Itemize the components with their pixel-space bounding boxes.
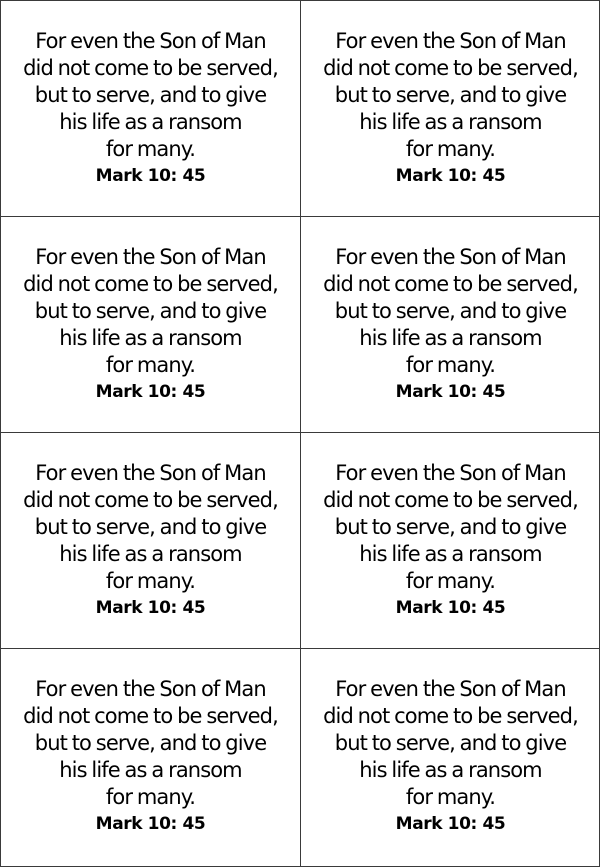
verse-card bbox=[301, 217, 600, 433]
verse-text: For even the Son of Man did not come to be served, but to serve, and to give his life as a ransom for many. bbox=[23, 29, 278, 161]
verse-card bbox=[1, 433, 301, 649]
verse-text: For even the Son of Man did not come to be served, but to serve, and to give his life as a ransom for many. bbox=[323, 29, 578, 161]
verse-card bbox=[1, 217, 301, 433]
verse-reference: Mark 10: 45 bbox=[95, 814, 206, 834]
verse-reference: Mark 10: 45 bbox=[95, 382, 206, 402]
verse-card bbox=[301, 433, 600, 649]
verse-text: For even the Son of Man did not come to be served, but to serve, and to give his life as a ransom for many. bbox=[23, 461, 278, 593]
verse-card bbox=[1, 1, 301, 217]
verse-reference: Mark 10: 45 bbox=[95, 166, 206, 186]
verse-card bbox=[1, 649, 301, 866]
verse-text: For even the Son of Man did not come to be served, but to serve, and to give his life as a ransom for many. bbox=[323, 245, 578, 377]
verse-reference: Mark 10: 45 bbox=[395, 814, 506, 834]
verse-reference: Mark 10: 45 bbox=[395, 382, 506, 402]
verse-text: For even the Son of Man did not come to be served, but to serve, and to give his life as a ransom for many. bbox=[323, 461, 578, 593]
verse-text: For even the Son of Man did not come to be served, but to serve, and to give his life as a ransom for many. bbox=[23, 677, 278, 809]
verse-card bbox=[301, 649, 600, 866]
verse-reference: Mark 10: 45 bbox=[395, 166, 506, 186]
verse-text: For even the Son of Man did not come to be served, but to serve, and to give his life as a ransom for many. bbox=[23, 245, 278, 377]
verse-reference: Mark 10: 45 bbox=[395, 598, 506, 618]
verse-text: For even the Son of Man did not come to be served, but to serve, and to give his life as a ransom for many. bbox=[323, 677, 578, 809]
verse-card bbox=[301, 1, 600, 217]
verse-reference: Mark 10: 45 bbox=[95, 598, 206, 618]
